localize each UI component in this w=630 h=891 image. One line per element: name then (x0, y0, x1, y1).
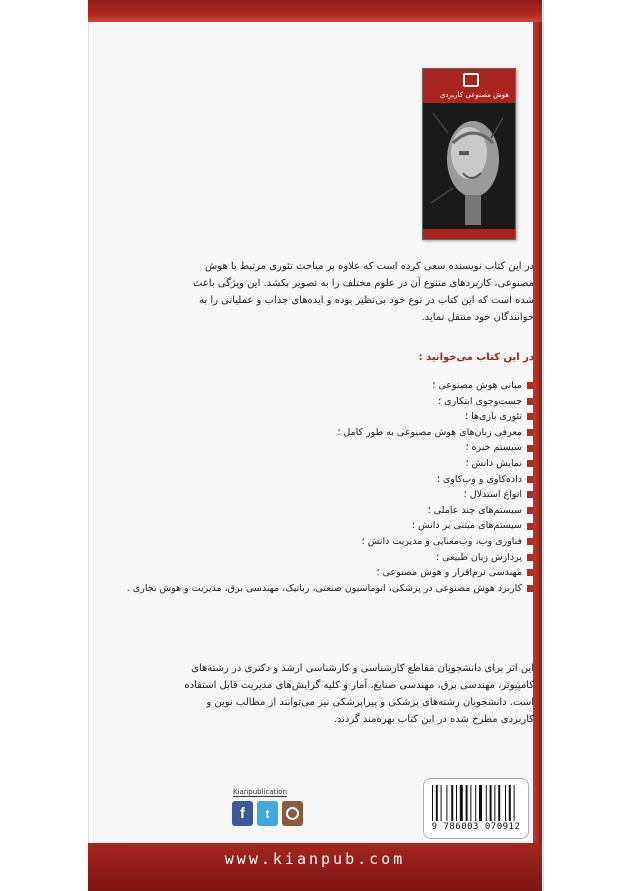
bullet-square-icon (527, 538, 534, 545)
bullet-square-icon (527, 460, 534, 467)
book-cover-header (423, 69, 515, 103)
bullet-square-icon (527, 585, 534, 592)
description-paragraph: در این کتاب نویسنده سعی کرده است که علاوه بر مباحث تئوری مرتبط با هوش مصنوعی، کاربردهای متنوع آن در علوم مختلف را به تصویر بکشد. این ویژگی باعث شده است که این کتاب در نوع خود بی‌نظیر بوده و ایده‌های جذاب و عملیاتی را به خوانندگان خود منتقل نماید. (192, 261, 534, 323)
twitter-icon[interactable]: t (257, 801, 278, 826)
list-item: سیستم‌های مبتنی بر دانش ؛ (174, 518, 534, 534)
bullet-square-icon (527, 507, 534, 514)
list-item: نمایش دانش ؛ (174, 456, 534, 472)
bullet-square-icon (527, 429, 534, 436)
book-cover-title: هوش مصنوعی کاربردی (439, 91, 509, 99)
bullet-square-icon (527, 413, 534, 420)
publisher-logo (463, 73, 479, 87)
bullet-square-icon (527, 398, 534, 405)
list-heading: در این کتاب می‌خوانید : (418, 352, 534, 363)
facebook-icon[interactable]: f (232, 801, 253, 826)
list-item: سیستم خبره ؛ (174, 440, 534, 456)
list-item: فناوری وب، وب‌معنایی و مدیریت دانش ؛ (174, 534, 534, 550)
list-item: داده‌کاوی و وب‌کاوی ؛ (174, 472, 534, 488)
barcode-bars (432, 785, 520, 821)
right-red-strip (533, 22, 542, 843)
isbn-number: 9 786003 070912 (431, 822, 521, 832)
contents-list (126, 378, 534, 596)
top-red-band (88, 0, 542, 22)
book-cover-footer (423, 229, 515, 239)
bullet-square-icon (527, 491, 534, 498)
instagram-icon[interactable] (282, 801, 303, 826)
list-item: انواع استدلال ؛ (174, 487, 534, 503)
isbn-barcode (423, 778, 529, 839)
website-url[interactable]: www.kianpub.com (224, 850, 406, 868)
list-item: مهندسی نرم‌افزار و هوش مصنوعی ؛ (174, 565, 534, 581)
bullet-square-icon (527, 382, 534, 389)
list-item: تئوری بازی‌ها ؛ (174, 409, 534, 425)
bullet-square-icon (527, 476, 534, 483)
book-cover-thumbnail (422, 68, 516, 240)
list-item: کاربرد هوش مصنوعی در پزشکی، اتوماسیون صنعتی، رباتیک، مهندسی برق، مدیریت و هوش تجاری . (174, 581, 534, 597)
bullet-square-icon (527, 523, 534, 530)
audience-paragraph: این اثر برای دانشجویان مقاطع کارشناسی و کارشناسی ارشد و دکتری در رشته‌های کامپیوتر، مهندسی برق، مهندسی صنایع، آمار و کلیه گرایش‌های مدیریت قابل استفاده است. دانشجویان رشته‌های پزشکی و پیراپزشکی نیز می‌توانند از مطالب نوین و کاربردی مطرح شده در این کتاب بهره‌مند گردند. (184, 663, 534, 725)
bullet-square-icon (527, 445, 534, 452)
list-item: جست‌وجوی ابتکاری ؛ (174, 394, 534, 410)
list-item: معرفی زبان‌های هوش مصنوعی به طور کامل ؛ (174, 425, 534, 441)
bullet-square-icon (527, 554, 534, 561)
social-handle: Kianpublication (233, 788, 288, 796)
bullet-square-icon (527, 569, 534, 576)
list-item: مبانی هوش مصنوعی ؛ (174, 378, 534, 394)
list-item: سیستم‌های چند عاملی ؛ (174, 503, 534, 519)
robot-head-illustration (423, 103, 515, 229)
list-item: پردازش زبان طبیعی ؛ (174, 550, 534, 566)
